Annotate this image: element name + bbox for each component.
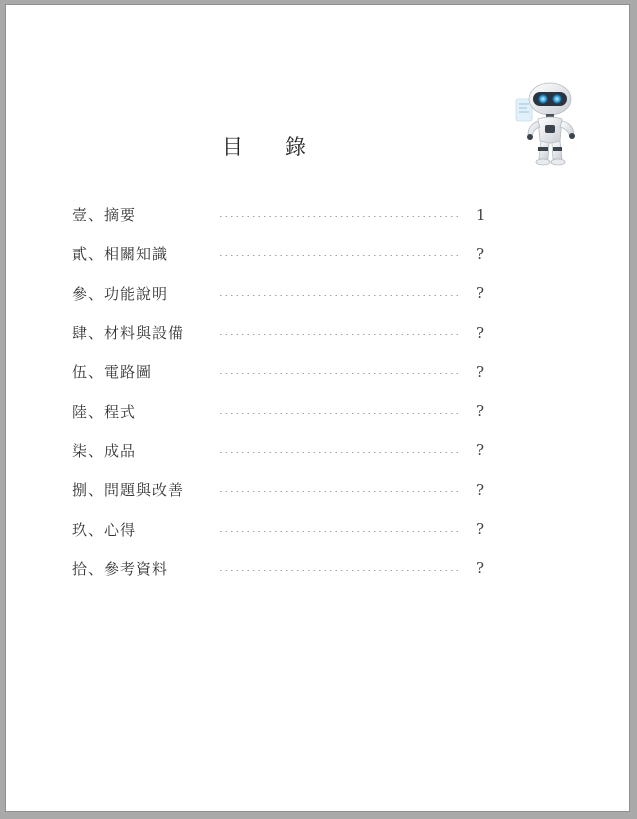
- toc-entry: [72, 509, 502, 548]
- toc-entry-page: ?: [476, 284, 485, 303]
- toc-entry-label: 捌、問題與改善: [72, 481, 185, 500]
- toc-entry-label: 陸、程式: [72, 402, 137, 421]
- toc-entry-page: ?: [476, 559, 485, 578]
- toc-leader-dots: [218, 334, 458, 335]
- toc-entry-page: ?: [476, 480, 485, 499]
- robot-icon: [514, 77, 586, 169]
- toc-leader-dots: [218, 452, 458, 453]
- toc-entry-label: 柒、成品: [72, 441, 137, 460]
- toc-entry-label: 拾、參考資料: [72, 559, 169, 578]
- toc-entry: [72, 391, 502, 430]
- toc-entry-page: ?: [476, 362, 485, 381]
- toc-entry-label: 玖、心得: [72, 520, 137, 539]
- toc-entry: [72, 470, 502, 509]
- toc-entry-label: 壹、摘要: [72, 206, 137, 225]
- toc-leader-dots: [218, 570, 458, 571]
- toc-leader-dots: [218, 216, 458, 217]
- toc-entry: [72, 313, 502, 352]
- toc-entry-page: ?: [476, 441, 485, 460]
- toc-leader-dots: [218, 255, 458, 256]
- page-title: 目 錄: [222, 135, 306, 159]
- toc-leader-dots: [218, 491, 458, 492]
- toc-entry-page: 1: [476, 205, 486, 224]
- toc-leader-dots: [218, 531, 458, 532]
- toc-entry-label: 伍、電路圖: [72, 363, 153, 382]
- toc-leader-dots: [218, 373, 458, 374]
- toc-entry: [72, 352, 502, 391]
- toc-entry-page: ?: [476, 402, 485, 421]
- document-page: [6, 5, 629, 811]
- toc-leader-dots: [218, 413, 458, 414]
- table-of-contents: [72, 195, 502, 588]
- toc-entry-label: 參、功能說明: [72, 284, 169, 303]
- toc-entry: [72, 549, 502, 588]
- toc-entry: [72, 234, 502, 273]
- toc-entry: [72, 431, 502, 470]
- toc-entry-page: ?: [476, 323, 485, 342]
- toc-entry-page: ?: [476, 244, 485, 263]
- toc-entry-page: ?: [476, 520, 485, 539]
- toc-entry: [72, 195, 502, 234]
- toc-entry: [72, 274, 502, 313]
- toc-entry-label: 貳、相關知識: [72, 245, 169, 264]
- toc-entry-label: 肆、材料與設備: [72, 324, 185, 343]
- toc-leader-dots: [218, 295, 458, 296]
